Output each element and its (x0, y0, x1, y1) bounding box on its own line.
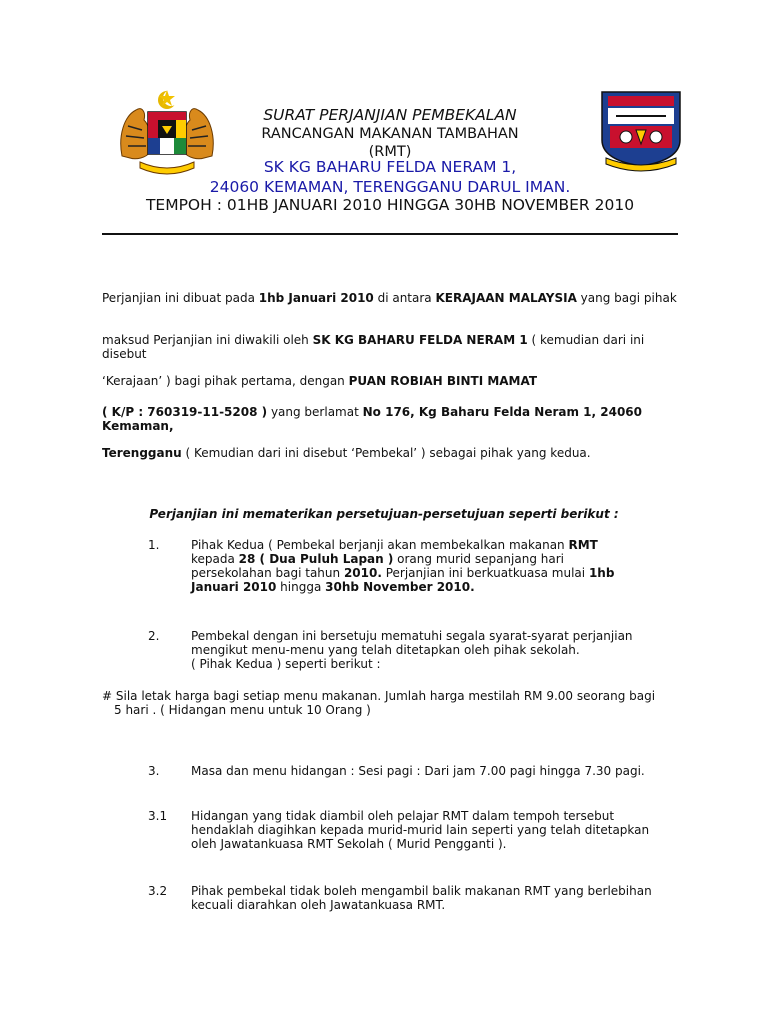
paragraph-supplier-address: ( K/P : 760319-11-5208 ) yang berlamat No 176, Kg Baharu Felda Neram 1, 24060 Kemaman, (102, 405, 643, 433)
paragraph-first-party: ‘Kerajaan’ ) bagi pihak pertama, dengan PUAN ROBIAH BINTI MAMAT (102, 374, 538, 388)
item-2-text: Pembekal dengan ini bersetuju mematuhi segala syarat-syarat perjanjian mengikut menu-menu yang telah ditetapkan oleh pihak sekolah. ( Pihak Kedua ) seperti berikut : (191, 629, 633, 671)
item-3-1-text: Hidangan yang tidak diambil oleh pelajar RMT dalam tempoh tersebut hendaklah diagihkan kepada murid-murid lain seperti yang telah ditetapkan oleh Jawatankuasa RMT Sekolah ( Murid Pengganti ). (191, 809, 650, 851)
school-name: SK KG BAHARU FELDA NERAM 1, (263, 158, 517, 176)
item-3-number: 3. (148, 764, 160, 778)
pricing-note: # Sila letak harga bagi setiap menu makanan. Jumlah harga mestilah RM 9.00 seorang bagi 5 hari . ( Hidangan menu untuk 10 Orang ) (102, 689, 656, 717)
agreement-intro-heading: Perjanjian ini mematerikan persetujuan-persetujuan seperti berikut : (149, 507, 619, 521)
item-3-2-text: Pihak pembekal tidak boleh mengambil balik makanan RMT yang berlebihan kecuali diarahkan oleh Jawatankuasa RMT. (191, 884, 652, 912)
item-3-1-number: 3.1 (148, 809, 168, 823)
header-divider (102, 233, 678, 235)
contract-period: TEMPOH : 01HB JANUARI 2010 HINGGA 30HB NOVEMBER 2010 (145, 196, 635, 214)
school-address: 24060 KEMAMAN, TERENGGANU DARUL IMAN. (209, 178, 571, 196)
item-1-text: Pihak Kedua ( Pembekal berjanji akan membekalkan makanan RMT kepada 28 ( Dua Puluh Lapan ) orang murid sepanjang hari persekolahan bagi tahun 2010. Perjanjian ini berkuatkuasa mulai 1hb Januari 2010 hingga 30hb November 2010. (191, 538, 615, 594)
item-3-text: Masa dan menu hidangan : Sesi pagi : Dari jam 7.00 pagi hingga 7.30 pagi. (191, 764, 645, 778)
paragraph-second-party: Terengganu ( Kemudian dari ini disebut ‘Pembekal’ ) sebagai pihak yang kedua. (102, 446, 591, 460)
letter-title: SURAT PERJANJIAN PEMBEKALAN (263, 106, 517, 124)
item-3-2-number: 3.2 (148, 884, 168, 898)
item-2-number: 2. (148, 629, 160, 643)
program-name: RANCANGAN MAKANAN TAMBAHAN (261, 126, 519, 142)
paragraph-representative: maksud Perjanjian ini diwakili oleh SK KG BAHARU FELDA NERAM 1 ( kemudian dari ini disebut (102, 333, 645, 361)
item-1-number: 1. (148, 538, 160, 552)
program-acronym: (RMT) (368, 144, 412, 160)
paragraph-agreement-date: Perjanjian ini dibuat pada 1hb Januari 2010 di antara KERAJAAN MALAYSIA yang bagi pihak (102, 291, 677, 305)
